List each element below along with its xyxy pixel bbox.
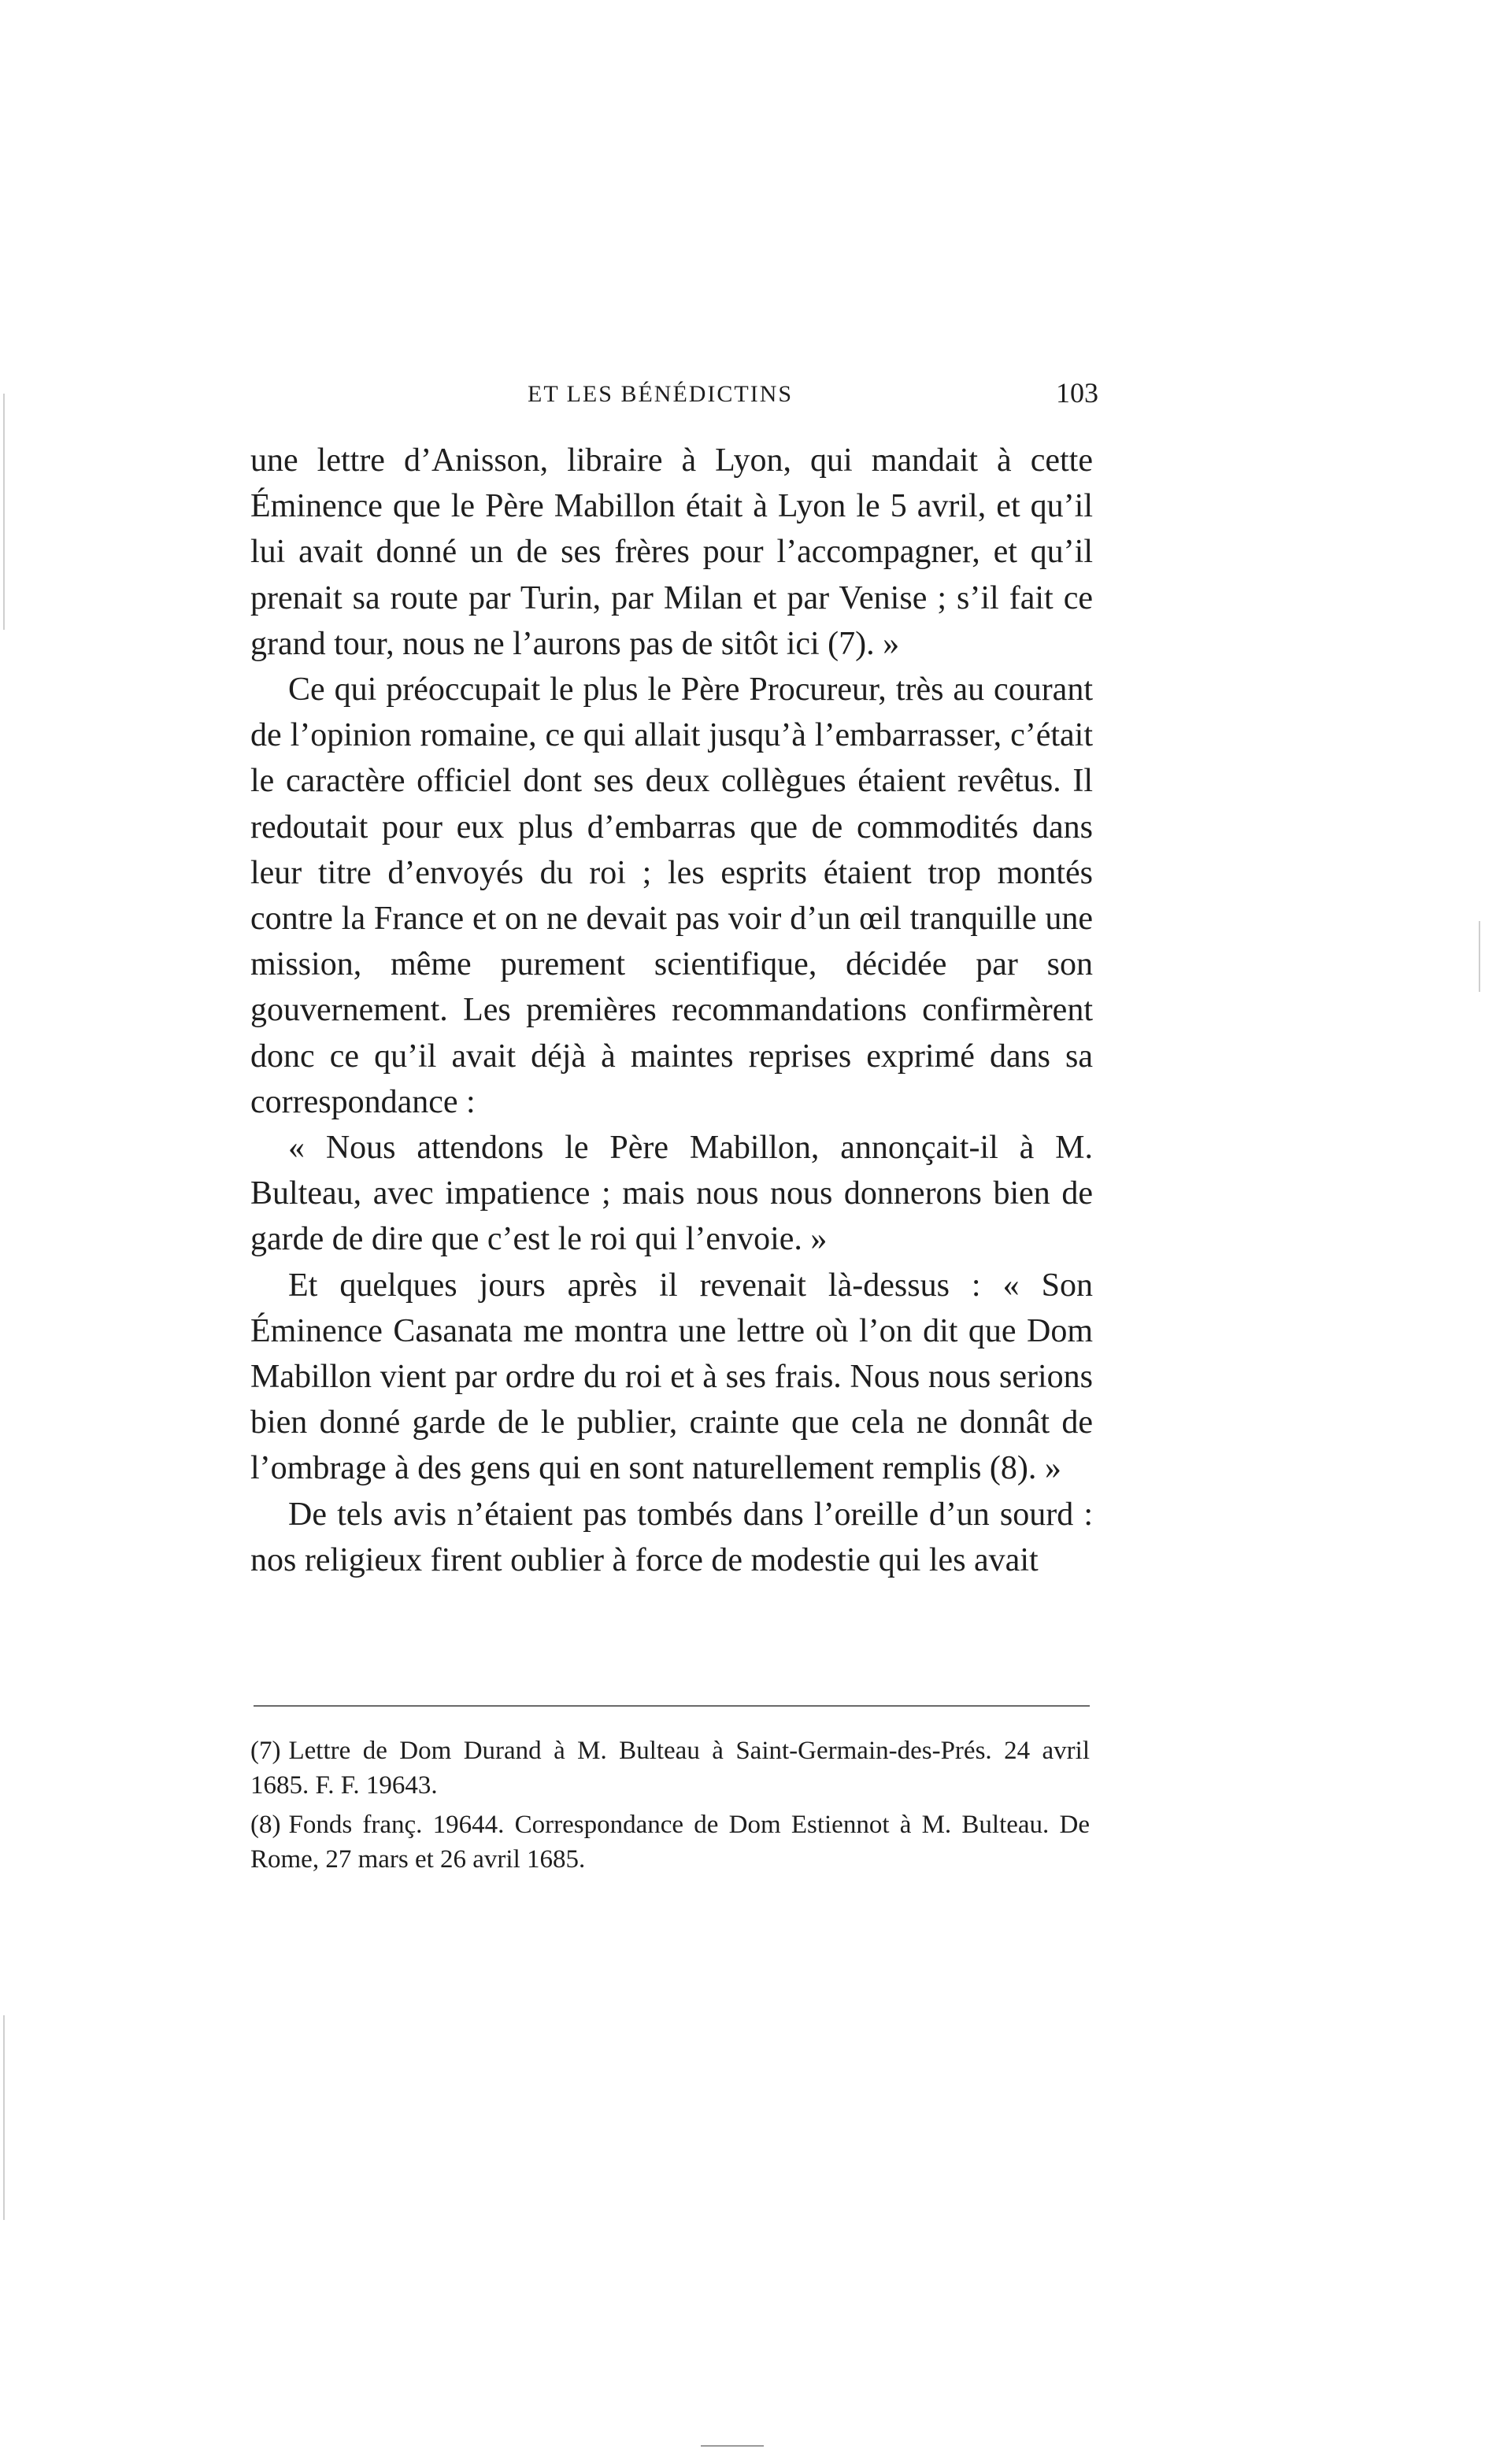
paragraph: Et quelques jours après il revenait là-dessus : « Son Éminence Casanata me montra une lettre où l’on dit que Dom Mabillon vient par ordre du roi et à ses frais. Nous nous serions bien donné garde de le publier, crainte que cela ne donnât de l’ombrage à des gens qui en sont naturellement remplis (8). »	[250, 1267, 1093, 1487]
main-text	[250, 438, 1093, 1583]
footnote-marker: (8)	[250, 1811, 281, 1839]
scan-edge-mark	[3, 394, 5, 630]
footnote	[250, 1733, 1090, 1803]
footnote-marker: (7)	[250, 1737, 281, 1765]
scan-bottom-mark	[701, 2445, 764, 2447]
paragraph: une lettre d’Anisson, libraire à Lyon, qui mandait à cette Éminence que le Père Mabillon était à Lyon le 5 avril, et qu’il lui avait donné un de ses frères pour l’accompagner, et qu’il prenait sa route par Turin, par Milan et par Venise ; s’il fait ce grand tour, nous ne l’aurons pas de sitôt ici (7). »	[250, 442, 1093, 662]
paragraph: Ce qui préoccupait le plus le Père Procureur, très au courant de l’opinion romaine, ce qui allait jusqu’à l’embarrasser, c’était le caractère officiel dont ses deux collègues étaient revêtus. Il redoutait pour eux plus d’embarras que de commodités dans leur titre d’envoyés du roi ; les esprits étaient trop montés contre la France et on ne devait pas voir d’un œil tranquille une mission, même purement scientifique, décidée par son gouvernement. Les premières recommandations confirmèrent donc ce qu’il avait déjà à maintes reprises exprimé dans sa correspondance :	[250, 671, 1093, 1120]
scan-edge-mark	[1479, 921, 1480, 992]
footnote-text: Fonds franç. 19644. Correspondance de Dom Estiennot à M. Bulteau. De Rome, 27 mars et 26 avril 1685.	[250, 1811, 1090, 1874]
page-number: 103	[1056, 377, 1098, 409]
running-title: ET LES BÉNÉDICTINS	[528, 381, 794, 407]
footnote-text: Lettre de Dom Durand à M. Bulteau à Saint-Germain-des-Prés. 24 avril 1685. F. F. 19643.	[250, 1737, 1090, 1800]
footnote-separator	[254, 1705, 1090, 1707]
footnote	[250, 1807, 1090, 1877]
paragraph: De tels avis n’étaient pas tombés dans l’oreille d’un sourd : nos religieux firent oublier à force de modestie qui les avait	[250, 1496, 1093, 1578]
scan-edge-mark	[3, 2015, 5, 2220]
running-head	[252, 376, 1098, 416]
footnotes	[250, 1733, 1090, 1881]
paragraph: « Nous attendons le Père Mabillon, annonçait-il à M. Bulteau, avec impatience ; mais nous nous donnerons bien de garde de dire que c’est le roi qui l’envoie. »	[250, 1130, 1093, 1258]
